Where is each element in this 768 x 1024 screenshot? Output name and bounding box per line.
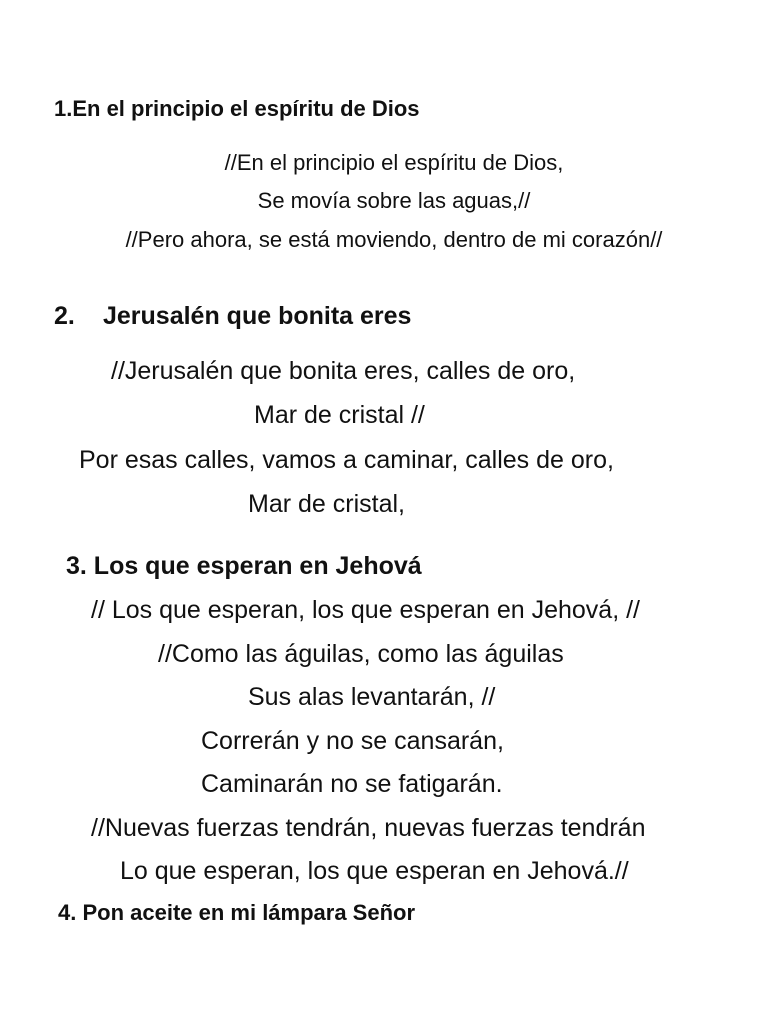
song-2-line-1: //Jerusalén que bonita eres, calles de oro, [111,357,576,385]
song-3-line-3: Sus alas levantarán, // [248,683,496,711]
song-3-line-2: //Como las águilas, como las águilas [158,640,564,668]
song-3-line-4: Correrán y no se cansarán, [201,727,504,755]
song-3-line-7: Lo que esperan, los que esperan en Jehová.// [120,857,629,885]
song-3-line-6: //Nuevas fuerzas tendrán, nuevas fuerzas tendrán [91,814,646,842]
song-4-title: 4. Pon aceite en mi lámpara Señor [58,900,416,925]
song-2-title: Jerusalén que bonita eres [103,302,412,330]
song-3-title: 3. Los que esperan en Jehová [66,552,422,580]
song-1-line-2: Se movía sobre las aguas,// [257,188,531,213]
song-1-title: 1.En el principio el espíritu de Dios [54,96,420,121]
song-1-line-1: //En el principio el espíritu de Dios, [224,150,564,175]
song-1-line-3: //Pero ahora, se está moviendo, dentro de mi corazón// [125,227,663,252]
song-3-line-5: Caminarán no se fatigarán. [201,770,503,798]
song-2-line-4: Mar de cristal, [248,490,405,518]
song-3-line-1: // Los que esperan, los que esperan en Jehová, // [91,596,640,624]
song-2-number: 2. [54,302,75,330]
song-2-line-2: Mar de cristal // [254,401,425,429]
song-2-line-3: Por esas calles, vamos a caminar, calles de oro, [79,446,614,474]
